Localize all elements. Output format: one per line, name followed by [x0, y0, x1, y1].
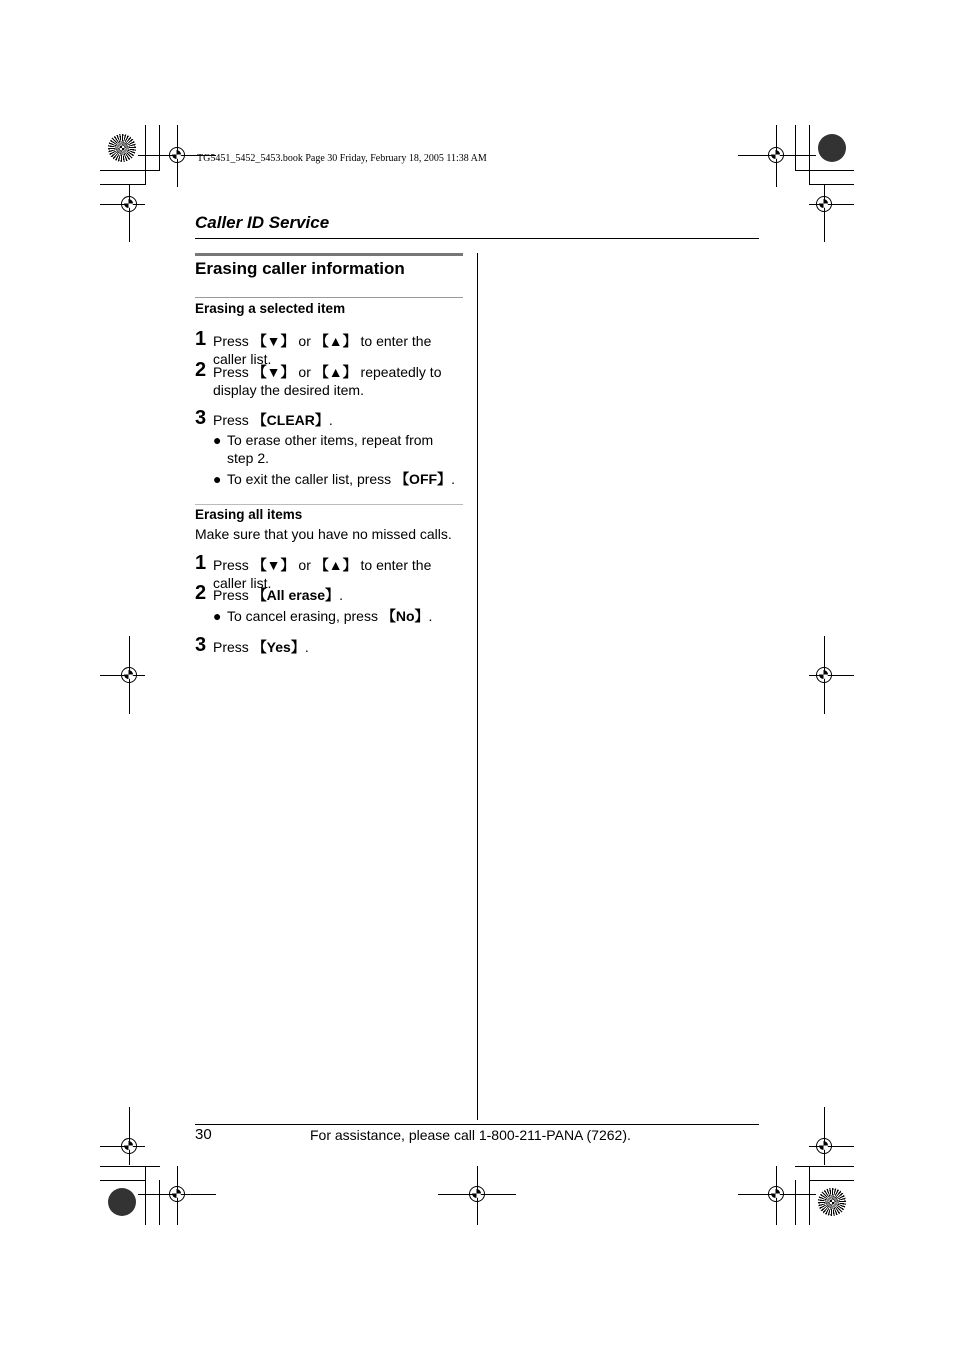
up-key: 【▲】 [314, 557, 357, 573]
registration-mark-icon [816, 667, 832, 683]
dark-disc-mark-icon [818, 134, 846, 162]
all-erase-key: 【All erase】 [252, 587, 340, 603]
section-header: Caller ID Service [195, 213, 330, 232]
printer-slug: TG5451_5452_5453.book Page 30 Friday, February 18, 2005 11:38 AM [197, 153, 487, 164]
step-number: 3 [195, 634, 207, 656]
dark-disc-mark-icon [108, 1188, 136, 1216]
down-key: 【▼】 [252, 557, 295, 573]
page-title: Erasing caller information [195, 259, 405, 278]
registration-mark-icon [169, 1186, 185, 1202]
step-number: 2 [195, 359, 207, 381]
assistance-text: For assistance, please call 1-800-211-PANA (7262). [310, 1127, 631, 1143]
intro-text: Make sure that you have no missed calls. [195, 526, 452, 542]
up-key: 【▲】 [314, 364, 357, 380]
page-number: 30 [195, 1126, 212, 1143]
registration-mark-icon [121, 1138, 137, 1154]
step-text: Press 【▼】 or 【▲】 repeatedly to display the desired item. [213, 364, 442, 398]
header-rule [195, 238, 759, 239]
step-text: Press 【CLEAR】. [213, 412, 333, 428]
no-key: 【No】 [381, 608, 429, 624]
step-number: 2 [195, 582, 207, 604]
registration-mark-icon [816, 1138, 832, 1154]
registration-mark-icon [816, 196, 832, 212]
title-bar [195, 253, 463, 256]
sunburst-mark-icon [818, 1188, 846, 1216]
registration-mark-icon [121, 196, 137, 212]
bullet-text: To exit the caller list, press 【OFF】. [227, 471, 455, 487]
step-number: 1 [195, 328, 207, 350]
sunburst-mark-icon [108, 134, 136, 162]
section-rule [195, 504, 463, 505]
registration-mark-icon [768, 147, 784, 163]
registration-mark-icon [121, 667, 137, 683]
up-key: 【▲】 [314, 333, 357, 349]
clear-key: 【CLEAR】 [252, 412, 329, 428]
bullet-icon: ● [213, 608, 222, 624]
bullet-icon: ● [213, 432, 222, 448]
subheading-selected: Erasing a selected item [195, 301, 346, 316]
registration-mark-icon [469, 1186, 485, 1202]
yes-key: 【Yes】 [252, 639, 305, 655]
step-text: Press 【▼】 or 【▲】 to enter the caller list. [213, 333, 432, 367]
registration-mark-icon [768, 1186, 784, 1202]
step-number: 3 [195, 407, 207, 429]
bullet-text: To erase other items, repeat from step 2. [227, 432, 434, 466]
bullet-text: To cancel erasing, press 【No】. [227, 608, 433, 624]
down-key: 【▼】 [252, 364, 295, 380]
bullet-icon: ● [213, 471, 222, 487]
step-text: Press 【Yes】. [213, 639, 309, 655]
step-number: 1 [195, 552, 207, 574]
down-key: 【▼】 [252, 333, 295, 349]
registration-mark-icon [169, 147, 185, 163]
footer-rule [195, 1124, 759, 1125]
step-text: Press 【▼】 or 【▲】 to enter the caller list. [213, 557, 432, 591]
step-text: Press 【All erase】. [213, 587, 343, 603]
subheading-all: Erasing all items [195, 507, 303, 522]
title-rule [195, 297, 463, 298]
column-divider [477, 253, 478, 1120]
off-key: 【OFF】 [395, 471, 452, 487]
